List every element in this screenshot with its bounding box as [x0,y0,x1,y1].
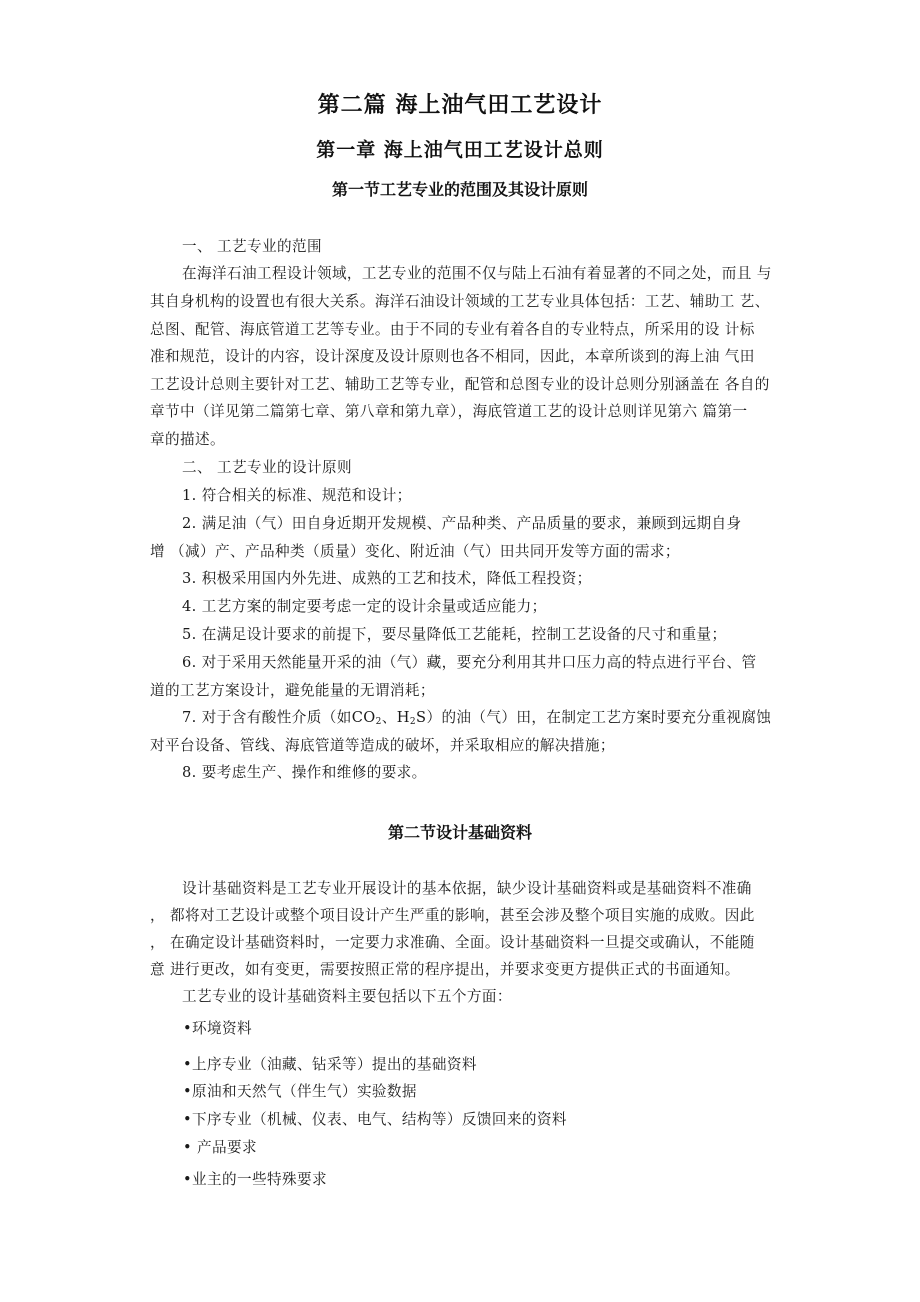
bullet-item: •上序专业（油藏、钻采等）提出的基础资料 [183,1056,477,1073]
principle-4: 4. 工艺方案的制定要考虑一定的设计余量或适应能力； [182,598,547,615]
principle-8: 8. 要考虑生产、操作和维修的要求。 [182,764,427,781]
principle-2-line-2: 增 （减）产、产品种类（质量）变化、附近油（气）田共同开发等方面的需求； [150,543,680,560]
basis-intro: 工艺专业的设计基础资料主要包括以下五个方面： [182,988,512,1005]
bullet-item: •环境资料 [183,1020,252,1037]
basis-line-4: 意 进行更改，如有变更，需要按照正常的程序提出，并要求变更方提供正式的书面通知。 [150,961,740,978]
scope-line-4: 准和规范，设计的内容，设计深度及设计原则也各不相同，因此，本章所谈到的海上油 气田 [150,348,755,365]
principle-7-text-a: 7. 对于含有酸性介质（如CO [182,709,376,726]
basis-line-1: 设计基础资料是工艺专业开展设计的基本依据，缺少设计基础资料或是基础资料不准确 [182,880,752,897]
scope-line-5: 工艺设计总则主要针对工艺、辅助工艺等专业，配管和总图专业的设计总则分别涵盖在 各自的 [150,376,770,393]
heading-scope: 一、 工艺专业的范围 [182,238,322,255]
bullet-item: •原油和天然气（伴生气）实验数据 [183,1083,417,1100]
scope-line-1: 在海洋石油工程设计领域，工艺专业的范围不仅与陆上石油有着显著的不同之处，而且 与 [182,265,772,282]
principle-3: 3. 积极采用国内外先进、成熟的工艺和技术，降低工程投资； [182,570,592,587]
basis-line-2: ， 都将对工艺设计或整个项目设计产生严重的影响，甚至会涉及整个项目实施的成败。因此 [150,907,755,924]
scope-line-6: 章节中（详见第二篇第七章、第八章和第九章），海底管道工艺的设计总则详见第六 篇第一 [150,403,748,420]
principle-6-line-2: 道的工艺方案设计，避免能量的无谓消耗； [150,682,435,699]
basis-line-3: ， 在确定设计基础资料时，一定要力求准确、全面。设计基础资料一旦提交或确认，不能随 [150,934,755,951]
section1-title: 第一节工艺专业的范围及其设计原则 [331,180,588,199]
bullet-item: •下序专业（机械、仪表、电气、结构等）反馈回来的资料 [183,1111,567,1128]
principle-7-text-c: S）的油（气）田，在制定工艺方案时要充分重视腐蚀 [416,709,772,726]
principle-5: 5. 在满足设计要求的前提下，要尽量降低工艺能耗，控制工艺设备的尺寸和重量； [182,626,727,643]
heading-principles: 二、 工艺专业的设计原则 [182,459,352,476]
principle-7-line-2: 对平台设备、管线、海底管道等造成的破坏，并采取相应的解决措施； [150,737,615,754]
principle-7-text-b: 、H [381,709,410,726]
scope-line-7: 章的描述。 [150,431,225,448]
section2-title: 第二节设计基础资料 [387,823,532,842]
bullet-item: •业主的一些特殊要求 [183,1171,327,1188]
scope-line-3: 总图、配管、海底管道工艺等专业。由于不同的专业有着各自的专业特点，所采用的设 计标 [150,321,755,338]
principle-2-line-1: 2. 满足油（气）田自身近期开发规模、产品种类、产品质量的要求，兼顾到远期自身 [182,515,742,532]
chapter-title: 第一章 海上油气田工艺设计总则 [316,139,604,161]
principle-6-line-1: 6. 对于采用天然能量开采的油（气）藏，要充分利用其井口压力高的特点进行平台、管 [182,654,757,671]
co2-subscript: 2 [375,717,382,727]
part-title: 第二篇 海上油气田工艺设计 [317,93,603,118]
bullet-item: • 产品要求 [183,1139,258,1156]
h2s-subscript: 2 [409,717,417,727]
scope-line-2: 其自身机构的设置也有很大关系。海洋石油设计领域的工艺专业具体包括：工艺、辅助工 艺、 [150,293,770,310]
principle-1: 1. 符合相关的标准、规范和设计； [182,487,412,504]
principle-7-line-1 [182,708,771,732]
